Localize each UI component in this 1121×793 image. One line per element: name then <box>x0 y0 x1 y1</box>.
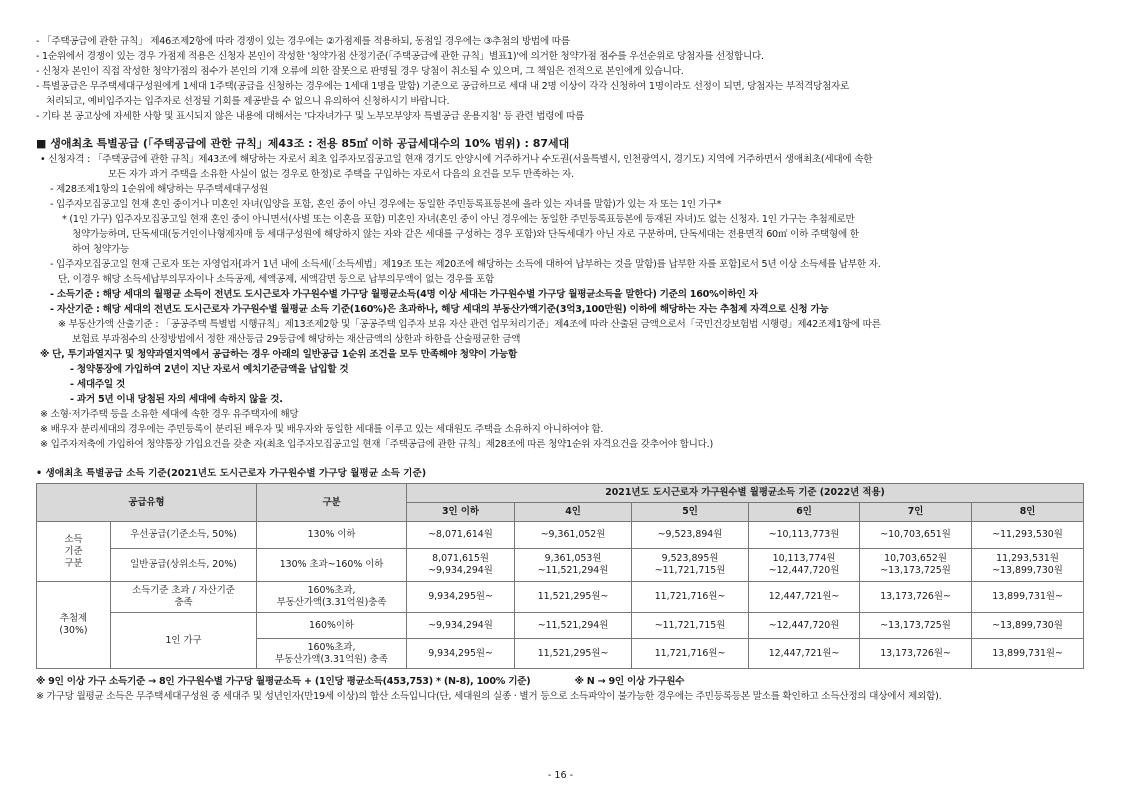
value-cell: ~9,361,052원 <box>515 522 632 549</box>
supply-type-cell: 소득기준 초과 / 자산기준 충족 <box>111 582 257 613</box>
value-cell: ~9,523,894원 <box>632 522 749 549</box>
value-cell: 13,899,731원~ <box>972 582 1084 613</box>
header-supply-type: 공급유형 <box>37 484 257 522</box>
bullet-line: - 1순위에서 경쟁이 있는 경우 가점제 적용은 신청자 본인이 작성한 '청약가점 산정기준(「주택공급에 관한 규칙」별표1)'에 의거한 청약가점 점수를 우선순위로 당첨자를 선정합니다. <box>36 51 764 62</box>
division-cell: 130% 초과~160% 이하 <box>257 549 407 582</box>
value-cell: 9,523,895원 ~11,721,715원 <box>632 549 749 582</box>
value-cell: 8,071,615원 ~9,934,294원 <box>407 549 515 582</box>
section-line: ※ 부동산가액 산출기준 : 「공공주택 특별법 시행규칙」제13조제2항 및「공공주택 입주자 보유 자산 관련 업무처리기준」제4조에 따라 산출된 금액으로서「국민건강보험법 시행령」제42조제1항에 따른 <box>58 319 881 330</box>
value-cell: ~8,071,614원 <box>407 522 515 549</box>
col-header: 4인 <box>515 503 632 522</box>
value-cell: 9,934,295원~ <box>407 639 515 669</box>
supply-type-cell: 1인 가구 <box>111 613 257 669</box>
value-cell: 10,703,652원 ~13,173,725원 <box>860 549 972 582</box>
value-cell: 12,447,721원~ <box>749 582 860 613</box>
division-cell: 160%이하 <box>257 613 407 639</box>
header-income-group: 2021년도 도시근로자 가구원수별 월평균소득 기준 (2022년 적용) <box>407 484 1084 503</box>
value-cell: 11,521,295원~ <box>515 582 632 613</box>
group-label-lottery: 추첨제 (30%) <box>37 582 111 669</box>
section-line: 청약가능하며, 단독세대(동거인이나형제자매 등 세대구성원에 해당하지 않는 자와 같은 세대를 구성하는 경우 포함)와 단독세대가 아닌 자로 구분하며, 단독세대는 전용면적 60㎡ 이하 주택형에 한 <box>72 229 859 240</box>
header-division: 구분 <box>257 484 407 522</box>
section-line: ※ 단, 투기과열지구 및 청약과열지역에서 공급하는 경우 아래의 일반공급 1순위 조건을 모두 만족해야 청약이 가능함 <box>40 349 517 360</box>
col-header: 6인 <box>749 503 860 522</box>
section-line: 단, 이경우 해당 소득세납부의무자이나 소득공제, 세액공제, 세액감면 등으로 납부의무액이 없는 경우를 포함 <box>58 274 494 285</box>
bullet-line: - 기타 본 공고상에 자세한 사항 및 표시되지 않은 내용에 대해서는 '다자녀가구 및 노부모부양자 특별공급 운용지침' 등 관련 법령에 따름 <box>36 111 585 122</box>
col-header: 3인 이하 <box>407 503 515 522</box>
section-line: 모든 자가 과거 주택을 소유한 사실이 없는 경우로 한정)로 주택을 구입하는 자로서 다음의 요건을 모두 만족하는 자. <box>108 169 574 180</box>
supply-type-cell: 우선공급(기준소득, 50%) <box>111 522 257 549</box>
section-line: - 입주자모집공고일 현재 근로자 또는 자영업자[과거 1년 내에 소득세(「소득세법」제19조 또는 제20조에 해당하는 소득에 대하여 납부하는 것을 말함)를 납부한 자를 포함]로서 5년 이상 소득세를 납부한 자. <box>50 259 881 270</box>
value-cell: ~10,703,651원 <box>860 522 972 549</box>
value-cell: ~12,447,720원 <box>749 613 860 639</box>
supply-type-cell: 일반공급(상위소득, 20%) <box>111 549 257 582</box>
section-line: * (1인 가구) 입주자모집공고일 현재 혼인 중이 아니면서(사별 또는 이혼을 포함) 미혼인 자녀(혼인 중이 아닌 경우에는 동일한 주민등록표등본에 등재된 자녀)도 없는 신청자. 1인 가구는 추첨제로만 <box>62 214 855 225</box>
col-header: 7인 <box>860 503 972 522</box>
value-cell: 11,721,716원~ <box>632 639 749 669</box>
value-cell: 11,521,295원~ <box>515 639 632 669</box>
section-line: - 청약통장에 가입하여 2년이 지난 자로서 예치기준금액을 납입할 것 <box>70 364 349 375</box>
section-line: 하여 청약가능 <box>72 244 129 255</box>
note-n-definition: ※ N → 9인 이상 가구원수 <box>574 676 685 687</box>
section-line: • 신청자격 : 「주택공급에 관한 규칙」제43조에 해당하는 자로서 최초 입주자모집공고일 현재 경기도 안양시에 거주하거나 수도권(서울특별시, 인천광역시, 경기도) 지역에 거주하면서 생애최초(세대에 속한 <box>40 154 873 165</box>
note-9plus-formula: ※ 9인 이상 가구 소득기준 → 8인 가구원수별 가구당 월평균소득 + (1인당 평균소득(453,753) * (N-8), 100% 기준) <box>36 676 531 687</box>
col-header: 5인 <box>632 503 749 522</box>
value-cell: ~9,934,294원 <box>407 613 515 639</box>
section-line: ※ 소형·저가주택 등을 소유한 세대에 속한 경우 유주택자에 해당 <box>40 409 299 420</box>
section-line: 보험료 부과점수의 산정방법에서 정한 재산등급 29등급에 해당하는 재산금액의 상한과 하한을 산술평균한 금액 <box>72 334 521 345</box>
section-heading: ■ 생애최초 특별공급 (「주택공급에 관한 규칙」제43조 : 전용 85㎡ 이하 공급세대수의 10% 범위) : 87세대 <box>36 137 570 150</box>
top-bullets <box>36 34 1086 124</box>
income-criteria-table <box>36 483 1084 669</box>
division-cell: 130% 이하 <box>257 522 407 549</box>
value-cell: 11,721,716원~ <box>632 582 749 613</box>
note-line <box>36 674 1086 689</box>
bullet-line: - 「주택공급에 관한 규칙」 제46조제2항에 따라 경쟁이 있는 경우에는 ②가점제를 적용하되, 동점일 경우에는 ③추첨의 방법에 따름 <box>36 36 570 47</box>
value-cell: 9,934,295원~ <box>407 582 515 613</box>
table-row <box>37 613 1084 639</box>
section-line: - 제28조제1항의 1순위에 해당하는 무주택세대구성원 <box>50 184 269 195</box>
section-line: - 소득기준 : 해당 세대의 월평균 소득이 전년도 도시근로자 가구원수별 가구당 월평균소득(4명 이상 세대는 가구원수별 가구당 월평균소득을 말한다) 기준의 160%이하인 자 <box>50 289 758 300</box>
col-header: 8인 <box>972 503 1084 522</box>
table-row <box>37 549 1084 582</box>
value-cell: ~13,899,730원 <box>972 613 1084 639</box>
section-body <box>36 152 1086 452</box>
section-line: - 과거 5년 이내 당첨된 자의 세대에 속하지 않을 것. <box>70 394 283 405</box>
value-cell: ~11,721,715원 <box>632 613 749 639</box>
section-line: ※ 입주자저축에 가입하여 청약통장 가입요건을 갖춘 자(최초 입주자모집공고일 현재「주택공급에 관한 규칙」제28조에 따른 청약1순위 자격요건을 갖추어야 합니다.) <box>40 439 713 450</box>
bullet-line: 처리되고, 예비입주자는 입주자로 선정될 기회를 제공받을 수 없으니 유의하여 신청하시기 바랍니다. <box>46 96 450 107</box>
table-caption: • 생애최초 특별공급 소득 기준(2021년도 도시근로자 가구원수별 가구당 월평균 소득 기준) <box>36 468 427 479</box>
section-line: - 입주자모집공고일 현재 혼인 중이거나 미혼인 자녀(입양을 포함, 혼인 중이 아닌 경우에는 동일한 주민등록표등본에 올라 있는 자녀를 말함)가 있는 자 또는 1인 가구* <box>50 199 722 210</box>
document-page <box>36 34 1086 704</box>
value-cell: 13,173,726원~ <box>860 582 972 613</box>
group-label-income: 소득 기준 구분 <box>37 522 111 582</box>
value-cell: 9,361,053원 ~11,521,294원 <box>515 549 632 582</box>
value-cell: 13,173,726원~ <box>860 639 972 669</box>
bullet-line: - 신청자 본인이 직접 작성한 청약가점의 점수가 본인의 기재 오류에 의한 잘못으로 판명될 경우 당첨이 취소될 수 있으며, 그 책임은 전적으로 본인에게 있습니다. <box>36 66 684 77</box>
note-line: ※ 가구당 월평균 소득은 무주택세대구성원 중 세대주 및 성년인자(만19세 이상)의 합산 소득입니다(단, 세대원의 실종 · 별거 등으로 소득파악이 불가능한 경우에는 주민등록등본 말소를 확인하고 소득산정의 대상에서 제외함). <box>36 691 942 702</box>
value-cell: 10,113,774원 ~12,447,720원 <box>749 549 860 582</box>
table-row <box>37 522 1084 549</box>
value-cell: 11,293,531원 ~13,899,730원 <box>972 549 1084 582</box>
division-cell: 160%초과, 부동산가액(3.31억원) 충족 <box>257 639 407 669</box>
bullet-line: - 특별공급은 무주택세대구성원에게 1세대 1주택(공급을 신청하는 경우에는 1세대 1명을 말함) 기준으로 공급하므로 세대 내 2명 이상이 각각 신청하여 1명이라도 선정이 되면, 당첨자는 부적격당첨자로 <box>36 81 850 92</box>
section-line: - 세대주일 것 <box>70 379 125 390</box>
value-cell: ~10,113,773원 <box>749 522 860 549</box>
section-line: ※ 배우자 분리세대의 경우에는 주민등록이 분리된 배우자 및 배우자와 동일한 세대를 이루고 있는 세대원도 주택을 소유하지 아니하여야 함. <box>40 424 604 435</box>
division-cell: 160%초과, 부동산가액(3.31억원)충족 <box>257 582 407 613</box>
table-notes <box>36 674 1086 704</box>
value-cell: ~11,521,294원 <box>515 613 632 639</box>
value-cell: ~11,293,530원 <box>972 522 1084 549</box>
value-cell: 12,447,721원~ <box>749 639 860 669</box>
table-row <box>37 582 1084 613</box>
value-cell: ~13,173,725원 <box>860 613 972 639</box>
value-cell: 13,899,731원~ <box>972 639 1084 669</box>
section-line: - 자산기준 : 해당 세대의 전년도 도시근로자 가구원수별 월평균 소득 기준(160%)은 초과하나, 해당 세대의 부동산가액기준(3억3,100만원) 이하에 해당하는 자는 추첨제 자격으로 신청 가능 <box>50 304 829 315</box>
page-number: - 16 - <box>547 770 574 781</box>
